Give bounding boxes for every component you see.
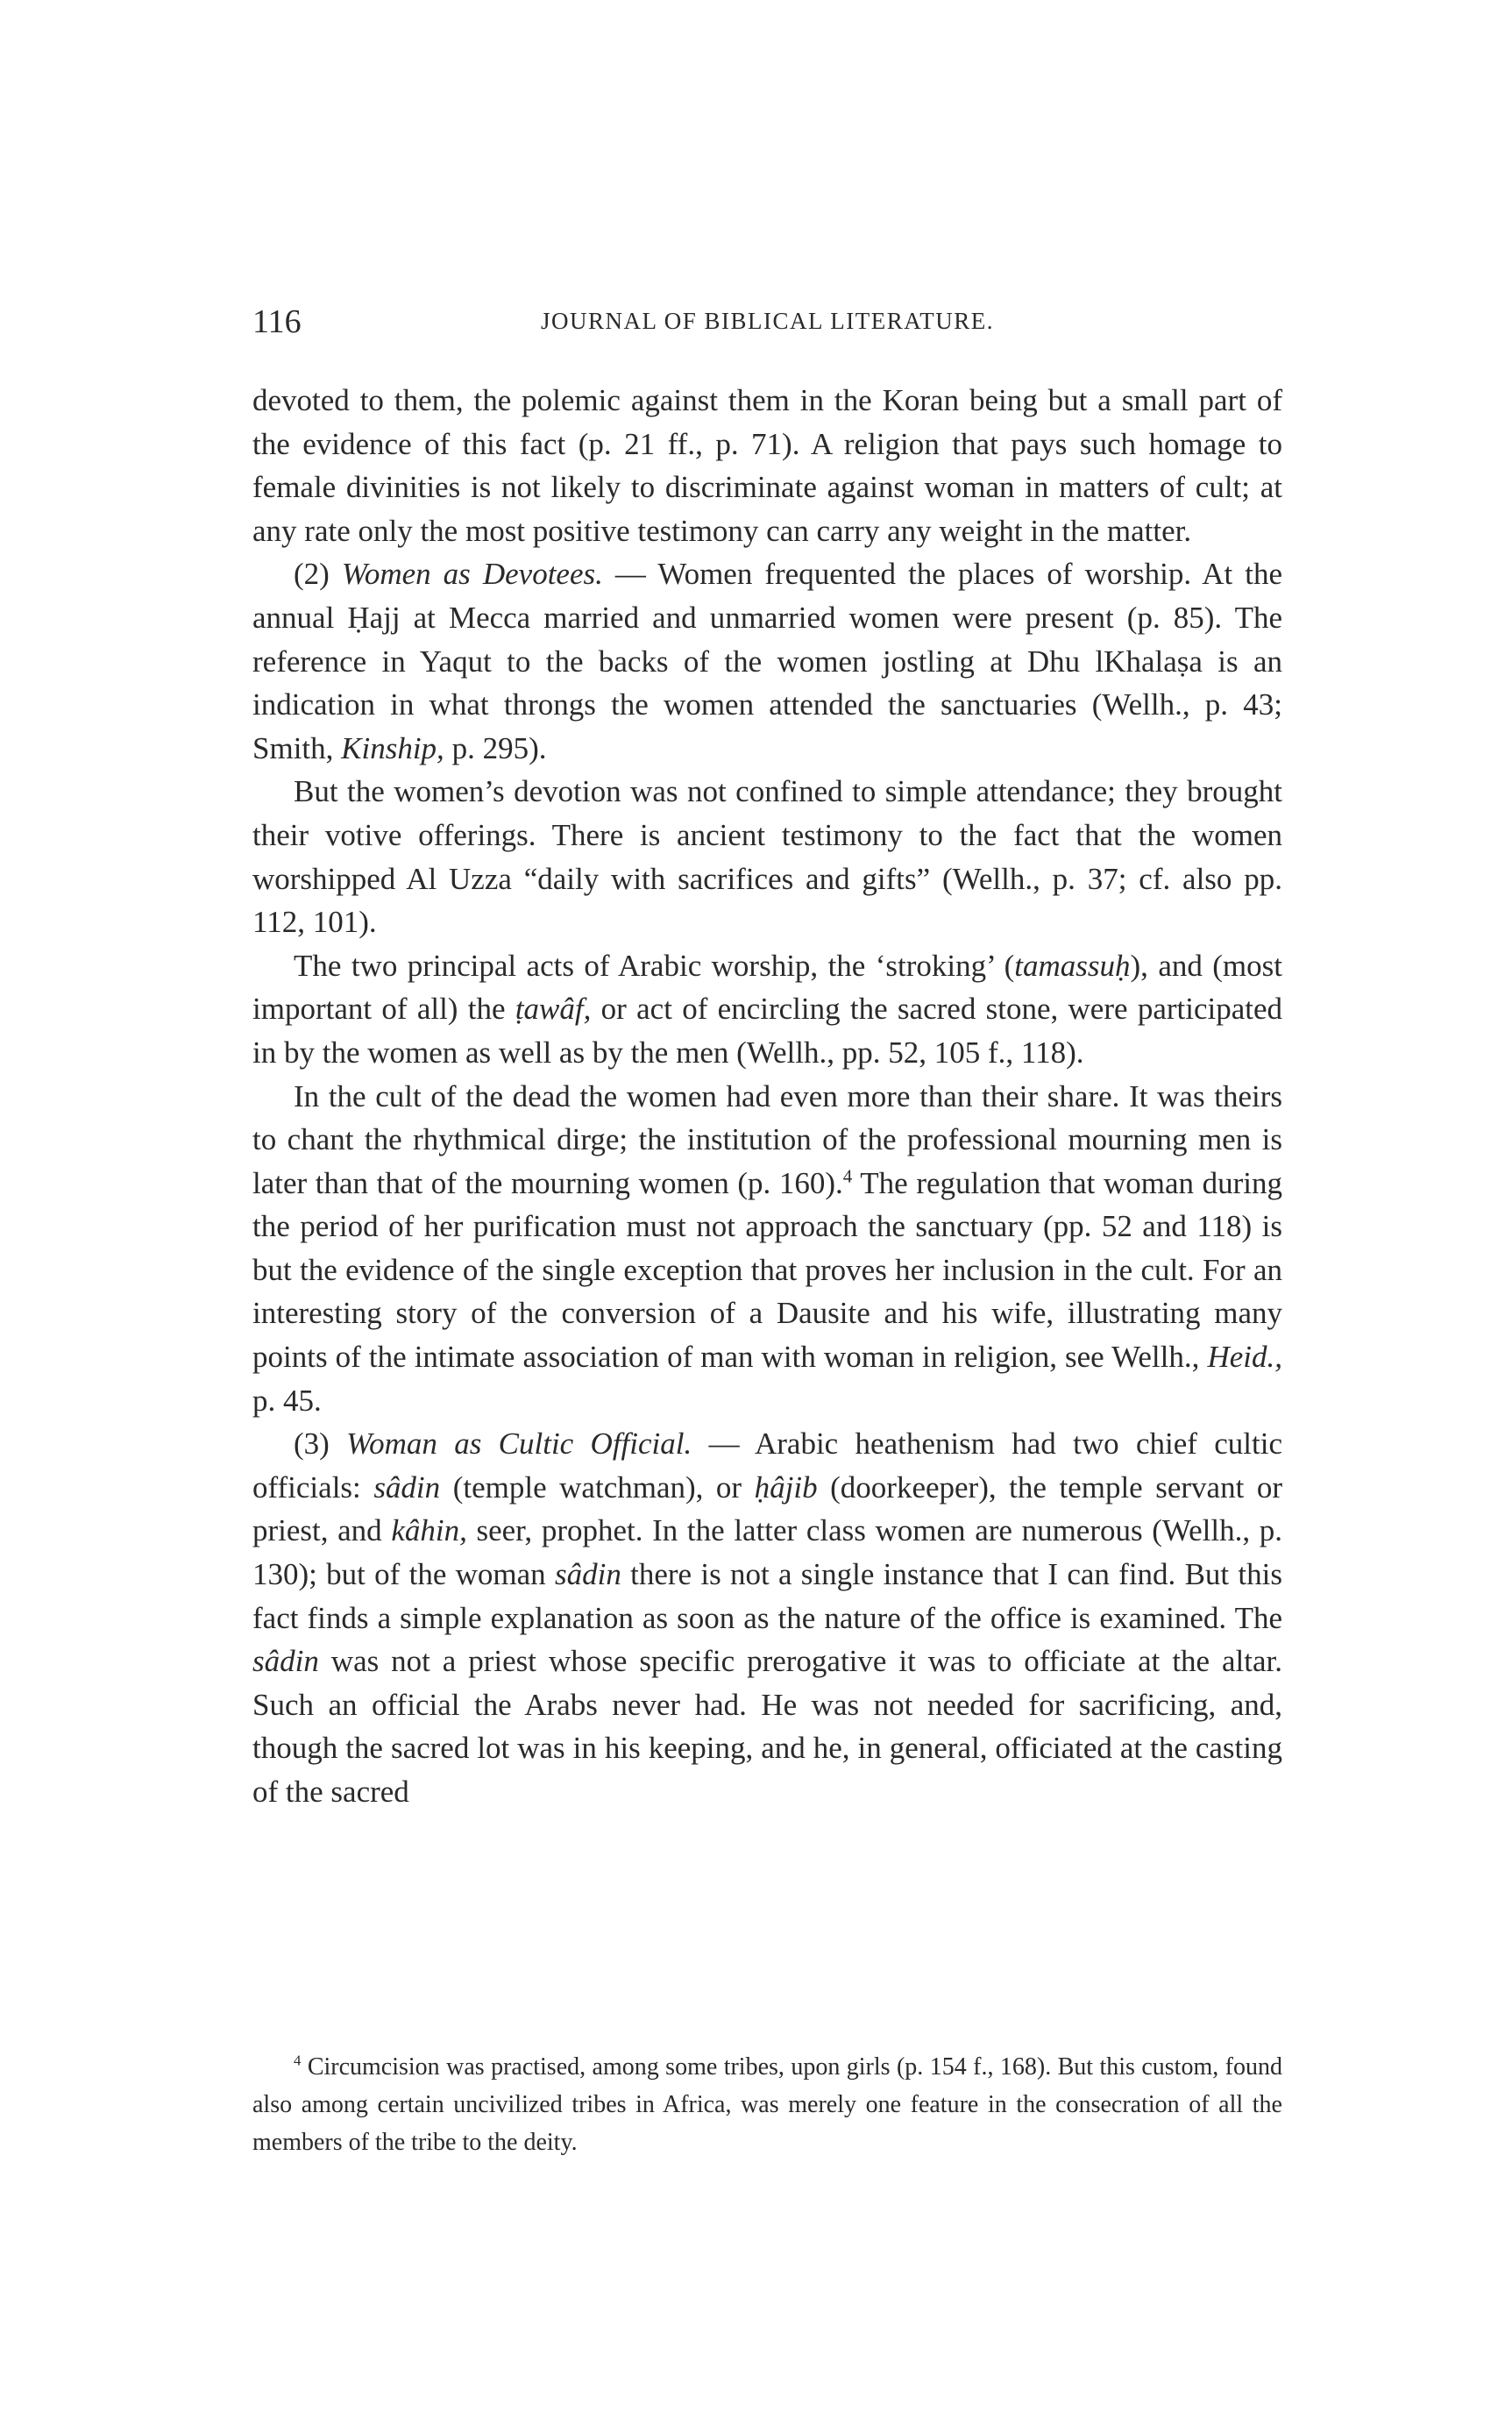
book-title: Kinship,	[341, 730, 444, 765]
term-hajib: ḥâjib	[754, 1469, 818, 1505]
term-sadin: sâdin	[373, 1469, 441, 1505]
term-tamassuh: tamassuḥ	[1014, 948, 1131, 983]
section-number: (2)	[294, 557, 330, 592]
footnotes	[252, 2048, 1282, 2161]
paragraph-4: The two principal acts of Arabic worship, the ‘stroking’ (tamassuḥ), and (most important of all) the ṭawâf, or act of encircling the sacred stone, were participated in by the women as well as by the men (Wellh., pp. 52, 105 f., 118).	[252, 948, 1283, 1070]
paragraph-5: In the cult of the dead the women had even more than their share. It was theirs to chant the rhythmical dirge; the institution of the professional mourning men is later than that of the mourning women (p. 160).$^4$ The regulation that woman during the period of her purification must not approach the sanctuary (pp. 52 and 118) is but the evidence of the single exception that proves her inclusion in the cult. For an interesting story of the conversion of a Dausite and his wife, illustrating many points of the intimate association of man with woman in religion, see Wellh., Heid., p. 45.	[252, 1078, 1282, 1418]
term-sadin: sâdin	[554, 1557, 621, 1592]
footnote-marker: 4	[294, 2052, 302, 2069]
paragraph-3: But the women’s devotion was not confined to simple attendance; they brought their votive offerings. There is ancient testimony to the fact that the women worshipped Al Uzza “daily with sacrifices and gifts” (Wellh., p. 37; cf. also pp. 112, 101).	[252, 774, 1282, 940]
section-heading: Women as Devotees.	[341, 557, 603, 592]
paragraph-1: devoted to them, the polemic against them in the Koran being but a small part of the evidence of this fact (p. 21 ff., p. 71). A religion that pays such homage to female divinities is not likely to discriminate against woman in matters of cult; at any rate only the most positive testimony can carry any weight in the matter.	[252, 383, 1282, 548]
term-sadin: sâdin	[252, 1644, 319, 1679]
paragraph-women-as-devotees: (2) Women as Devotees. — Women frequented the places of worship. At the annual Ḥajj at Mecca married and unmarried women were present (p. 85). The reference in Yaqut to the backs of the women jostling at Dhu lKhalaṣa is an indication in what throngs the women attended the sanctuaries (Wellh., p. 43; Smith, Kinship, p. 295).	[252, 557, 1283, 765]
footnote-reference: 4	[842, 1165, 853, 1187]
section-heading: Woman as Cultic Official.	[346, 1426, 692, 1462]
body-text	[252, 379, 1282, 1814]
book-title: Heid.,	[1207, 1340, 1282, 1375]
term-tawaf: ṭawâf,	[515, 992, 592, 1027]
footnote-4: $^4$ Circumcision was practised, among some tribes, upon girls (p. 154 f., 168). But this custom, found also among certain uncivilized tribes in Africa, was merely one feature in the consecration of all the members of the tribe to the deity.	[252, 2052, 1282, 2156]
term-kahin: kâhin,	[391, 1513, 467, 1548]
running-head: JOURNAL OF BIBLICAL LITERATURE.	[541, 308, 994, 334]
section-number: (3)	[294, 1426, 330, 1462]
page-number: 116	[252, 303, 302, 340]
page-header	[252, 302, 1282, 346]
paragraph-woman-as-cultic-official: (3) Woman as Cultic Official. — Arabic heathenism had two chief cultic officials: sâdin (temple watchman), or ḥâjib (doorkeeper), the temple servant or priest, and kâhin, seer, prophet. In the latter class women are numerous (Wellh., p. 130); but of the woman sâdin there is not a single instance that I can find. But this fact finds a simple explanation as soon as the nature of the office is examined. The sâdin was not a priest whose specific prerogative it was to officiate at the altar. Such an official the Arabs never had. He was not needed for sacrificing, and, though the sacred lot was in his keeping, and he, in general, officiated at the casting of the sacred	[252, 1426, 1283, 1809]
